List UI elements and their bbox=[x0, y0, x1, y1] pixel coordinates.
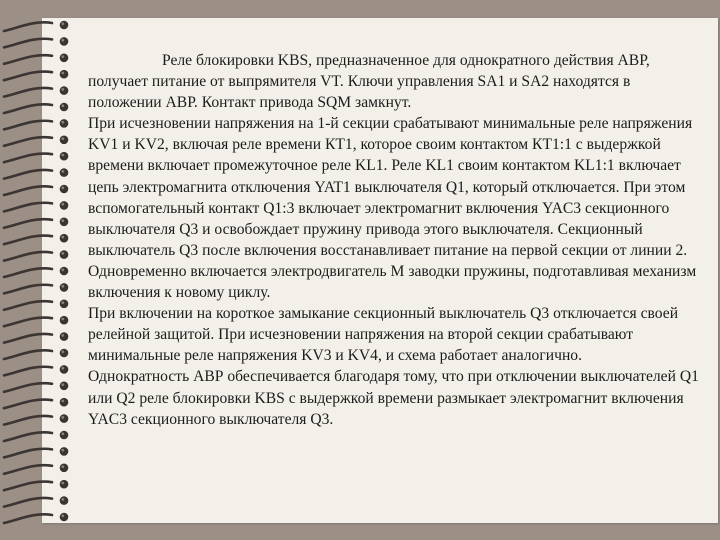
spiral-ring bbox=[4, 103, 68, 113]
spiral-ring bbox=[4, 382, 68, 392]
spiral-ring bbox=[4, 119, 68, 129]
spiral-ring bbox=[4, 349, 68, 359]
paragraph-2: При исчезновении напряжения на 1-й секции срабатывают минимальные реле напряжения KV1 и KV2, включая реле времени КТ1, которое своим контактом КТ1:1 с выдержкой времени включает промежуточное реле KL1. Реле KL1 своим контактом KL1:1 включает цепь электромагнита отключения YAT1 выключателя Q1, который отключается. При этом вспомогательный контакт Q1:3 включает электромагнит включения YAC3 секционного выключателя Q3 и освобождает пружину привода этого выключателя. Секционный выключатель Q3 после включения восстанавливает питание на первой секции от линии 2. Одновременно включается электродвигатель М заводки пружины, подготавливая механизм включения к новому циклу. bbox=[88, 115, 697, 302]
spiral-ring bbox=[4, 267, 68, 277]
paragraph-3: При включении на короткое замыкание секционный выключатель Q3 отключается своей релейной защитой. При исчезновении напряжения на второй секции срабатывают минимальные реле напряжения KV3 и KV4, и схема работает аналогично. bbox=[88, 305, 679, 365]
spiral-ring bbox=[4, 250, 68, 260]
spiral-ring bbox=[4, 447, 68, 457]
spiral-ring bbox=[4, 185, 68, 195]
spiral-ring bbox=[4, 234, 68, 244]
spiral-ring bbox=[4, 37, 68, 47]
spiral-ring bbox=[4, 480, 68, 490]
spiral-ring bbox=[4, 54, 68, 64]
paragraph-1: Реле блокировки KBS, предназначенное для однократного действия АВР, получает питание от выпрямителя VT. Ключи управления SA1 и SA2 находятся в положении АВР. Контакт привода SQM замкнут. bbox=[88, 52, 650, 112]
spiral-binding-icon bbox=[0, 0, 80, 540]
spiral-ring bbox=[4, 316, 68, 326]
spiral-ring bbox=[4, 431, 68, 441]
spiral-ring bbox=[4, 283, 68, 293]
spiral-ring bbox=[4, 70, 68, 80]
spiral-ring bbox=[4, 136, 68, 146]
spiral-ring bbox=[4, 365, 68, 375]
spiral-ring bbox=[4, 218, 68, 228]
spiral-ring bbox=[4, 300, 68, 310]
spiral-ring bbox=[4, 21, 68, 31]
body-text bbox=[88, 50, 700, 430]
spiral-ring bbox=[4, 201, 68, 211]
spiral-ring bbox=[4, 332, 68, 342]
paragraph-4: Однократность АВР обеспечивается благодаря тому, что при отключении выключателей Q1 или Q2 реле блокировки KBS с выдержкой времени размыкает электромагнит включения YAC3 секционного выключателя Q3. bbox=[88, 368, 699, 428]
spiral-ring bbox=[4, 513, 68, 523]
spiral-ring bbox=[4, 168, 68, 178]
spiral-ring bbox=[4, 464, 68, 474]
spiral-ring bbox=[4, 86, 68, 96]
spiral-ring bbox=[4, 414, 68, 424]
spiral-ring bbox=[4, 496, 68, 506]
spiral-ring bbox=[4, 152, 68, 162]
spiral-ring bbox=[4, 398, 68, 408]
